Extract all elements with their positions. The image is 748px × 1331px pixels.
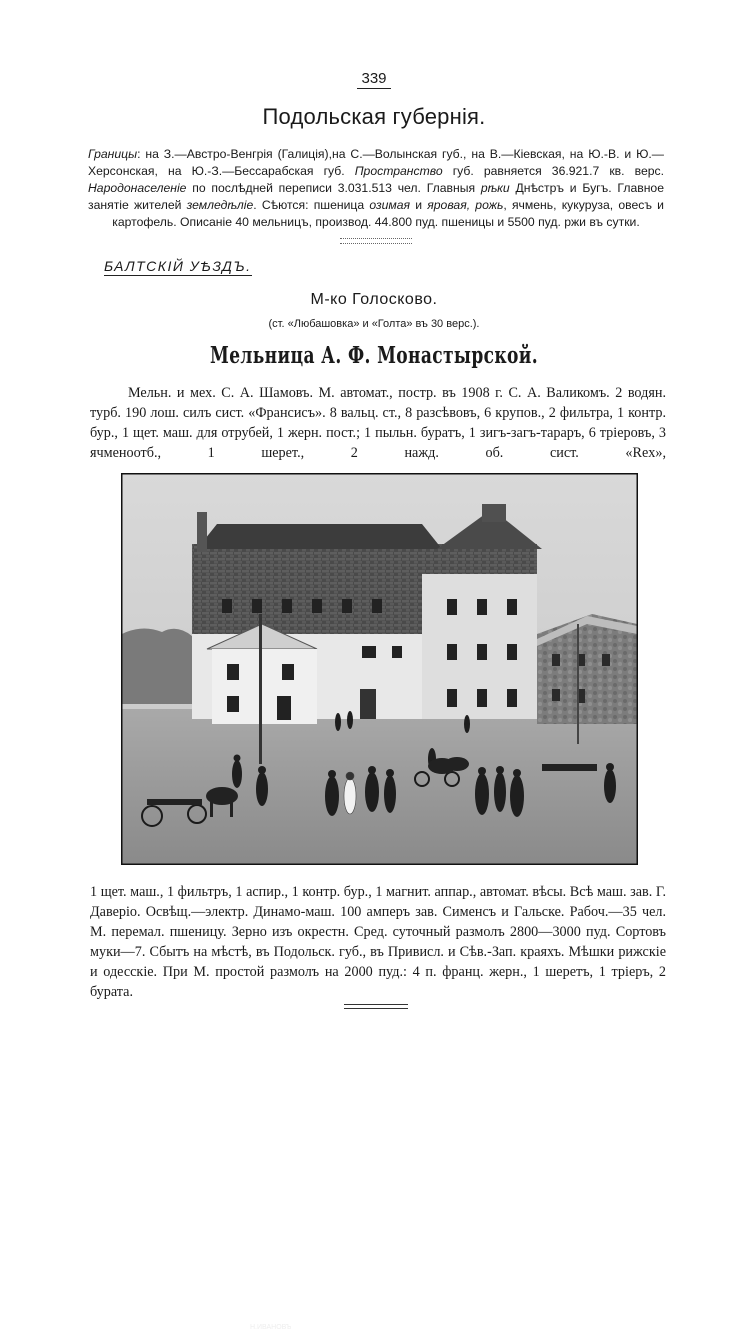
mill-description-paragraph: Мельн. и мех. С. А. Шамовъ. М. автомат., постр. въ 1908 г. С. А. Валикомъ. 2 водян. турб. 190 лош. силъ сист. «Франсисъ». 8 вальц. ст., 8 разсѣвовъ, 6 крупов., 2 фильтра, 1 контр. бур., 1 щет. маш. для отрубей, 1 жерн. пост.; 1 пыльн. буратъ, 1 зигъ-загъ-тараръ, 6 тріеровъ, 3 ячменоотб., 1 шерет., 2 нажд. об. сист. «Rex», <box>90 385 666 461</box>
place-heading: М-ко Голосково. <box>310 291 438 308</box>
governorate-intro: Границы: на З.—Австро-Венгрія (Галиція),на С.—Волынская губ., на В.—Кіевская, на Ю.-В. и Ю.—Херсонская, на Ю.-З.—Бессарабская губ. Пространство губ. равняется 36.921.7 кв. верс. Народонаселеніе по послѣдней переписи 3.031.513 чел. Главныя рѣки Днѣстръ и Бугъ. Главное занятіе жителей земледѣліе. Сѣются: пшеница озимая и яровая, рожь, ячмень, кукуруза, овесъ и картофель. Описаніе 40 мельницъ, производ. 44.800 пуд. пшеницы и 5500 пуд. ржи въ сутки. <box>88 147 664 229</box>
mill-title: Мельница А. Ф. Монастырской. <box>209 342 539 369</box>
mill-equipment-paragraph: 1 щет. маш., 1 фильтръ, 1 аспир., 1 контр. бур., 1 магнит. аппар., автомат. вѣсы. Всѣ маш. зав. Г. Даверіо. Освѣщ.—электр. Динамо-маш. 100 амперъ зав. Сименсъ и Гальске. Рабоч.—35 чел. М. перемал. пшеницу. Зерно изъ окрестн. Сред. суточный размолъ 2800—3000 пуд. Сортовъ муки—7. Сбытъ на мѣстѣ, въ Подольск. губ., въ Привисл. и Сѣв.-Зап. краяхъ. Мѣшки рижскіе и одесскіе. При М. простой размолъ на 2000 пуд.: 4 п. франц. жерн., 1 шеретъ, 1 тріеръ, 2 бурата. <box>90 884 666 1000</box>
district-heading: БАЛТСКІЙ УѢЗДЪ. <box>104 258 252 274</box>
ornament-divider <box>340 238 412 244</box>
page-number: 339 <box>0 70 748 87</box>
stations-note: (ст. «Любашовка» и «Голта» въ 30 верс.). <box>268 318 480 330</box>
photo-credit: Н.ИВАНОВЪ <box>250 1324 292 1331</box>
end-divider <box>344 1004 408 1009</box>
governorate-title: Подольская губернія. <box>262 104 486 129</box>
photo-illustration <box>122 474 637 864</box>
